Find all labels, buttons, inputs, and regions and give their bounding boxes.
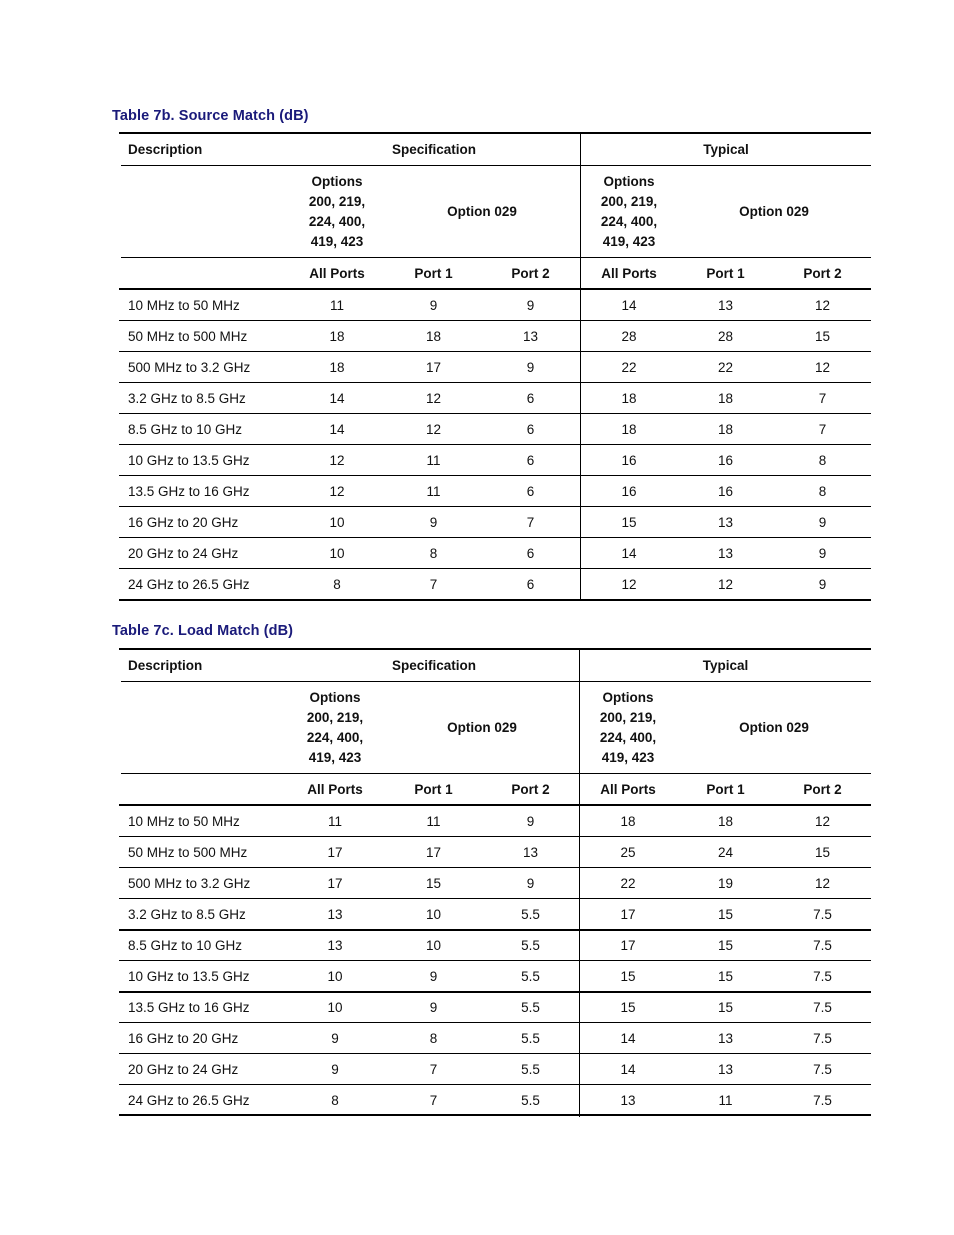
cell-spec-all-ports: 11 (327, 813, 342, 829)
header-row-ports (119, 258, 871, 288)
cell-spec-all-ports: 10 (327, 999, 343, 1015)
cell-typ-port2: 12 (814, 813, 831, 829)
cell-range: 500 MHz to 3.2 GHz (128, 359, 251, 375)
cell-typ-all-ports: 25 (620, 844, 636, 860)
table-row (119, 321, 871, 351)
table-row (119, 961, 871, 991)
table-row (119, 352, 871, 382)
cell-typ-port1: 18 (717, 421, 734, 437)
bottom-rule (119, 599, 871, 601)
cell-range: 10 MHz to 50 MHz (128, 813, 240, 829)
source-match-table (119, 132, 871, 601)
description-header: Description (128, 658, 203, 673)
table-row (119, 1023, 871, 1053)
spec-options-header: Options 200, 219, 224, 400, 419, 423 (308, 173, 366, 249)
cell-spec-port1: 15 (425, 875, 442, 891)
cell-spec-port2: 6 (526, 421, 535, 437)
spec-all-ports-header: All Ports (309, 265, 365, 281)
table-row (119, 837, 871, 867)
cell-spec-port1: 12 (425, 421, 442, 437)
cell-typ-port2: 7.5 (813, 968, 832, 984)
table-row (119, 868, 871, 898)
table-row (119, 445, 871, 475)
spec-options-header: Options 200, 219, 224, 400, 419, 423 (306, 689, 364, 765)
cell-typ-port1: 22 (717, 359, 734, 375)
cell-typ-all-ports: 12 (621, 576, 637, 592)
cell-typ-port2: 12 (814, 359, 831, 375)
cell-range: 24 GHz to 26.5 GHz (128, 576, 250, 592)
cell-typ-port1: 15 (717, 999, 734, 1015)
cell-spec-all-ports: 9 (331, 1061, 339, 1077)
cell-spec-all-ports: 18 (329, 359, 345, 375)
spec-port2-header: Port 2 (511, 781, 550, 797)
table-row (119, 476, 871, 506)
typ-option-029-header: Option 029 (739, 204, 809, 219)
typ-all-ports-header: All Ports (600, 781, 656, 797)
cell-typ-port1: 15 (717, 906, 734, 922)
typ-port2-header: Port 2 (803, 781, 842, 797)
typ-port1-header: Port 1 (706, 265, 745, 281)
cell-typ-all-ports: 15 (620, 999, 636, 1015)
table-row (119, 899, 871, 929)
cell-typ-port1: 24 (717, 844, 734, 860)
cell-range: 500 MHz to 3.2 GHz (128, 875, 251, 891)
table-row (119, 507, 871, 537)
header-row-top (119, 134, 871, 165)
cell-typ-port1: 16 (717, 452, 734, 468)
cell-typ-all-ports: 16 (621, 452, 637, 468)
cell-spec-all-ports: 10 (327, 968, 343, 984)
cell-typ-all-ports: 15 (621, 514, 637, 530)
typ-options-header: Options 200, 219, 224, 400, 419, 423 (599, 689, 657, 765)
cell-spec-port1: 8 (429, 1030, 438, 1046)
cell-spec-port1: 11 (426, 813, 441, 829)
cell-typ-all-ports: 14 (621, 297, 637, 313)
cell-typ-port2: 7.5 (813, 1061, 832, 1077)
cell-spec-all-ports: 10 (329, 514, 345, 530)
spec-port1-header: Port 1 (414, 265, 453, 281)
cell-typ-port1: 19 (717, 875, 734, 891)
cell-typ-port1: 18 (717, 813, 734, 829)
cell-spec-port2: 6 (526, 545, 535, 561)
cell-spec-port1: 10 (425, 937, 442, 953)
cell-typ-all-ports: 22 (621, 359, 637, 375)
cell-typ-all-ports: 22 (620, 875, 636, 891)
cell-typ-port2: 7 (818, 390, 827, 406)
cell-typ-port2: 9 (818, 576, 827, 592)
header-row-top (119, 650, 871, 681)
cell-spec-port2: 9 (526, 813, 535, 829)
cell-typ-port1: 13 (717, 297, 734, 313)
cell-spec-port2: 9 (526, 297, 535, 313)
cell-spec-port1: 9 (429, 297, 438, 313)
cell-spec-port1: 9 (429, 999, 438, 1015)
cell-spec-port2: 5.5 (521, 1030, 540, 1046)
cell-spec-port2: 5.5 (521, 968, 540, 984)
cell-typ-port2: 7.5 (813, 906, 832, 922)
cell-typ-port2: 7.5 (813, 1092, 832, 1108)
cell-typ-port2: 15 (814, 844, 831, 860)
bottom-rule (119, 1114, 871, 1116)
cell-spec-port2: 7 (526, 514, 535, 530)
cell-typ-all-ports: 13 (620, 1092, 636, 1108)
cell-range: 50 MHz to 500 MHz (128, 844, 248, 860)
cell-spec-port1: 11 (426, 452, 441, 468)
cell-typ-port1: 16 (717, 483, 734, 499)
cell-typ-port1: 18 (717, 390, 734, 406)
spec-option-029-header: Option 029 (447, 720, 517, 735)
cell-typ-port2: 12 (814, 875, 831, 891)
table-row (119, 538, 871, 568)
cell-spec-all-ports: 8 (333, 576, 341, 592)
cell-typ-all-ports: 18 (621, 390, 637, 406)
cell-range: 20 GHz to 24 GHz (128, 545, 239, 561)
table-7c-caption: Table 7c. Load Match (dB) (112, 623, 294, 639)
cell-typ-port2: 7.5 (813, 1030, 832, 1046)
cell-spec-all-ports: 8 (331, 1092, 339, 1108)
cell-spec-all-ports: 14 (329, 421, 345, 437)
cell-typ-port1: 15 (717, 937, 734, 953)
typ-option-029-header: Option 029 (739, 720, 809, 735)
cell-typ-port1: 15 (717, 968, 734, 984)
cell-typ-port1: 12 (717, 576, 734, 592)
table-row (119, 569, 871, 599)
specification-header: Specification (391, 658, 477, 673)
cell-range: 13.5 GHz to 16 GHz (128, 999, 250, 1015)
cell-spec-port1: 8 (429, 545, 438, 561)
header-row-options (119, 166, 871, 257)
table-row (119, 1085, 871, 1115)
table-row (119, 806, 871, 836)
cell-typ-port1: 28 (717, 328, 734, 344)
cell-range: 10 GHz to 13.5 GHz (128, 968, 250, 984)
cell-typ-port2: 15 (814, 328, 831, 344)
cell-typ-all-ports: 14 (620, 1061, 636, 1077)
spec-all-ports-header: All Ports (307, 781, 363, 797)
table-7b-caption: Table 7b. Source Match (dB) (112, 108, 309, 124)
table-row (119, 1054, 871, 1084)
cell-spec-all-ports: 10 (329, 545, 345, 561)
cell-typ-all-ports: 18 (621, 421, 637, 437)
table-row (119, 414, 871, 444)
cell-spec-port1: 9 (429, 968, 438, 984)
typical-header: Typical (703, 142, 749, 157)
cell-spec-port2: 5.5 (521, 906, 540, 922)
cell-spec-port2: 6 (526, 452, 535, 468)
typ-port2-header: Port 2 (803, 265, 842, 281)
cell-typ-all-ports: 18 (620, 813, 636, 829)
table-row (119, 290, 871, 320)
cell-spec-port1: 17 (425, 844, 442, 860)
cell-spec-port1: 12 (425, 390, 442, 406)
cell-spec-all-ports: 12 (329, 452, 345, 468)
cell-spec-port2: 6 (526, 483, 535, 499)
cell-typ-all-ports: 16 (621, 483, 637, 499)
table-row (119, 930, 871, 960)
cell-spec-port1: 7 (429, 576, 438, 592)
header-row-options (119, 682, 871, 773)
cell-typ-port1: 13 (717, 514, 734, 530)
cell-typ-port2: 8 (818, 452, 827, 468)
cell-range: 3.2 GHz to 8.5 GHz (128, 390, 246, 406)
cell-range: 10 MHz to 50 MHz (128, 297, 240, 313)
cell-range: 24 GHz to 26.5 GHz (128, 1092, 250, 1108)
cell-spec-port2: 5.5 (521, 937, 540, 953)
cell-typ-port2: 12 (814, 297, 831, 313)
specification-header: Specification (391, 142, 477, 157)
cell-range: 16 GHz to 20 GHz (128, 514, 239, 530)
typ-all-ports-header: All Ports (601, 265, 657, 281)
cell-typ-port1: 13 (717, 1030, 734, 1046)
cell-spec-all-ports: 18 (329, 328, 345, 344)
cell-spec-port2: 5.5 (521, 999, 540, 1015)
cell-typ-all-ports: 14 (620, 1030, 636, 1046)
cell-range: 16 GHz to 20 GHz (128, 1030, 239, 1046)
typ-port1-header: Port 1 (706, 781, 745, 797)
cell-range: 20 GHz to 24 GHz (128, 1061, 239, 1077)
cell-spec-port1: 7 (429, 1061, 438, 1077)
cell-spec-port2: 6 (526, 390, 535, 406)
cell-spec-port1: 18 (425, 328, 442, 344)
cell-range: 10 GHz to 13.5 GHz (128, 452, 250, 468)
cell-typ-port2: 7 (818, 421, 827, 437)
cell-range: 3.2 GHz to 8.5 GHz (128, 906, 246, 922)
spec-port1-header: Port 1 (414, 781, 453, 797)
table-row (119, 383, 871, 413)
cell-typ-port1: 13 (717, 1061, 734, 1077)
cell-spec-port2: 13 (522, 328, 539, 344)
cell-spec-all-ports: 14 (329, 390, 345, 406)
cell-typ-all-ports: 17 (620, 937, 636, 953)
cell-spec-all-ports: 17 (327, 844, 343, 860)
cell-spec-all-ports: 13 (327, 937, 343, 953)
cell-spec-port1: 9 (429, 514, 438, 530)
cell-spec-all-ports: 12 (329, 483, 345, 499)
cell-spec-port2: 9 (526, 875, 535, 891)
cell-range: 8.5 GHz to 10 GHz (128, 937, 243, 953)
description-header: Description (128, 142, 203, 157)
typ-options-header: Options 200, 219, 224, 400, 419, 423 (600, 173, 658, 249)
cell-typ-all-ports: 17 (620, 906, 636, 922)
cell-typ-port1: 13 (717, 545, 734, 561)
spec-port2-header: Port 2 (511, 265, 550, 281)
table-row (119, 992, 871, 1022)
cell-spec-all-ports: 17 (327, 875, 343, 891)
cell-typ-port2: 7.5 (813, 999, 832, 1015)
cell-spec-port1: 11 (426, 483, 441, 499)
cell-spec-port1: 17 (425, 359, 442, 375)
cell-typ-port2: 8 (818, 483, 827, 499)
cell-spec-port2: 5.5 (521, 1092, 540, 1108)
cell-spec-all-ports: 9 (331, 1030, 339, 1046)
cell-spec-port1: 10 (425, 906, 442, 922)
cell-spec-all-ports: 13 (327, 906, 343, 922)
cell-range: 13.5 GHz to 16 GHz (128, 483, 250, 499)
cell-typ-port2: 9 (818, 514, 827, 530)
spec-option-029-header: Option 029 (447, 204, 517, 219)
cell-typ-all-ports: 15 (620, 968, 636, 984)
cell-spec-port2: 6 (526, 576, 535, 592)
cell-spec-port2: 5.5 (521, 1061, 540, 1077)
cell-spec-port2: 9 (526, 359, 535, 375)
cell-spec-port2: 13 (522, 844, 539, 860)
cell-typ-all-ports: 28 (621, 328, 637, 344)
cell-typ-port2: 7.5 (813, 937, 832, 953)
header-row-ports (119, 774, 871, 804)
cell-typ-all-ports: 14 (621, 545, 637, 561)
cell-typ-port2: 9 (818, 545, 827, 561)
typical-header: Typical (702, 658, 749, 673)
cell-spec-port1: 7 (429, 1092, 438, 1108)
cell-typ-port1: 11 (718, 1092, 733, 1108)
load-match-table (119, 648, 871, 1117)
cell-spec-all-ports: 11 (329, 297, 344, 313)
cell-range: 50 MHz to 500 MHz (128, 328, 248, 344)
cell-range: 8.5 GHz to 10 GHz (128, 421, 243, 437)
